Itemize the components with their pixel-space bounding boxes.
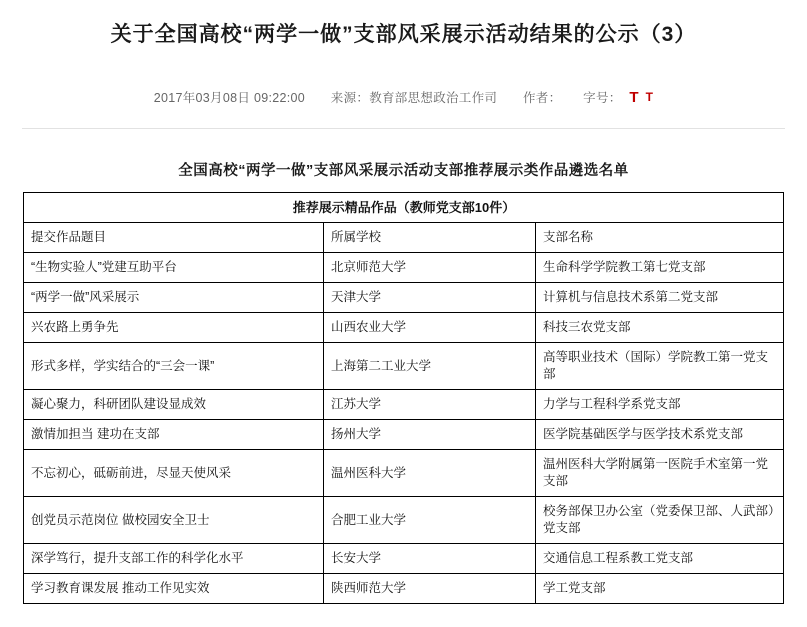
table-row [23,390,783,420]
page-title: 关于全国高校“两学一做”支部风采展示活动结果的公示（3） [110,23,697,46]
cell-title: “生物实验人”党建互助平台 [23,253,323,283]
section-title: 推荐展示精品作品（教师党支部10件） [23,193,783,223]
table-row [23,497,783,544]
article-meta-bar [0,88,807,106]
fontsize-label: 字号： [583,91,622,105]
cell-branch: 计算机与信息技术系第二党支部 [535,283,783,313]
cell-school: 温州医科大学 [323,450,535,497]
cell-title: 不忘初心，砥砺前进，尽显天使风采 [23,450,323,497]
column-header-title: 提交作品题目 [23,223,323,253]
table-section-row [23,193,783,223]
cell-school: 长安大学 [323,544,535,574]
cell-branch: 科技三农党支部 [535,313,783,343]
table-row [23,574,783,604]
cell-branch: 医学院基础医学与医学技术系党支部 [535,420,783,450]
article-content [0,159,807,604]
cell-title: 学习教育课发展 推动工作见实效 [23,574,323,604]
font-size-small-button[interactable]: T [645,90,654,104]
table-row [23,253,783,283]
source-value: 教育部思想政治工作司 [369,91,498,105]
cell-branch: 温州医科大学附属第一医院手术室第一党支部 [535,450,783,497]
cell-school: 北京师范大学 [323,253,535,283]
table-row [23,544,783,574]
cell-branch: 学工党支部 [535,574,783,604]
publish-date: 2017年03月08日 09:22:00 [153,91,305,105]
table-row [23,313,783,343]
cell-branch: 高等职业技术（国际）学院教工第一党支部 [535,343,783,390]
source-label: 来源： [330,91,370,105]
cell-school: 天津大学 [323,283,535,313]
column-header-branch: 支部名称 [535,223,783,253]
table-header-row [23,223,783,253]
header-divider [22,128,785,129]
cell-branch: 交通信息工程系教工党支部 [535,544,783,574]
recommendation-table [23,192,784,604]
cell-branch: 力学与工程科学系党支部 [535,390,783,420]
cell-branch: 生命科学学院教工第七党支部 [535,253,783,283]
cell-title: 激情加担当 建功在支部 [23,420,323,450]
table-row [23,420,783,450]
cell-school: 上海第二工业大学 [323,343,535,390]
source-group [331,88,497,106]
table-row [23,450,783,497]
cell-school: 合肥工业大学 [323,497,535,544]
document-heading: 全国高校“两学一做”支部风采展示活动支部推荐展示类作品遴选名单 [178,163,629,179]
table-row [23,283,783,313]
cell-title: 形式多样，学实结合的“三会一课” [23,343,323,390]
cell-title: 凝心聚力，科研团队建设显成效 [23,390,323,420]
cell-branch: 校务部保卫办公室（党委保卫部、人武部）党支部 [535,497,783,544]
cell-title: 创党员示范岗位 做校园安全卫士 [23,497,323,544]
column-header-school: 所属学校 [323,223,535,253]
cell-title: “两学一做”风采展示 [23,283,323,313]
font-size-large-button[interactable]: T [629,88,639,106]
table-row [23,343,783,390]
author-label: 作者： [522,91,562,105]
cell-school: 扬州大学 [323,420,535,450]
cell-school: 江苏大学 [323,390,535,420]
cell-school: 山西农业大学 [323,313,535,343]
cell-school: 陕西师范大学 [323,574,535,604]
cell-title: 兴农路上勇争先 [23,313,323,343]
cell-title: 深学笃行，提升支部工作的科学化水平 [23,544,323,574]
